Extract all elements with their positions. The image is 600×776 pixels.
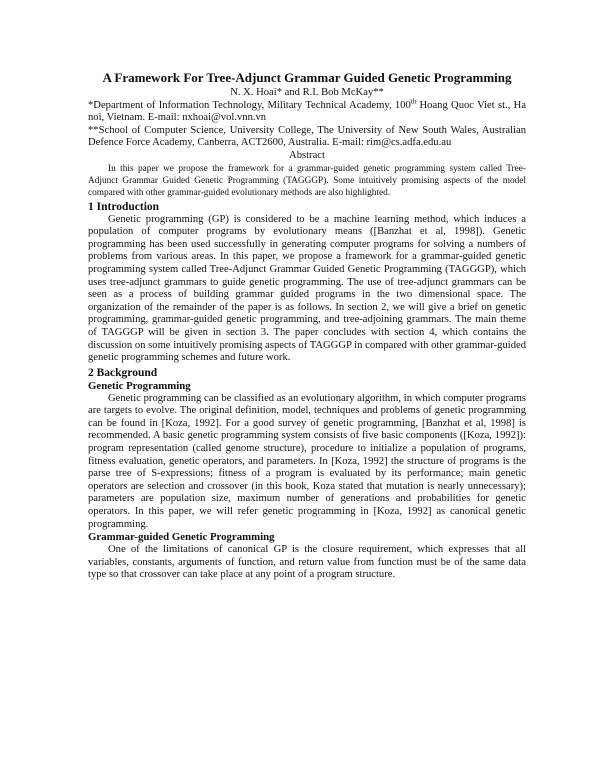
genetic-programming-paragraph: Genetic programming can be classified as an evolutionary algorithm, in which computer programs are targets to evolve. The original definition, model, techniques and problems of genetic programming can be found in [Koza, 1992]. For a good survey of genetic programming, [Banzhat et al, 1998] is recommended. A basic genetic programming system consists of five basic components ([Koza, 1992]): program representation (called genome structure), procedure to initialize a population of programs, fitness evaluation, genetic operators, and parameters. In [Koza, 1992] the structure of programs is the parse tree of S-expressions; fitness of a program is evaluated by its performance; main genetic operators are selection and crossover (in this book, Koza stated that mutation is nearly unnecessary); parameters are population size, maximum number of generations and probabilities for genetic operators. In this paper, we will refer genetic programming in [Koza, 1992] as canonical genetic programming. xyxy=(88,392,526,530)
abstract-heading: Abstract xyxy=(289,149,325,161)
introduction-paragraph: Genetic programming (GP) is considered to be a machine learning method, which induces a population of computer programs by evolutionary means ([Banzhat et al, 1998]). Genetic programming has been used successfully in generating computer programs for solving a numbers of problems from various areas. In this paper, we propose a framework for a grammar-guided genetic programming system called Tree-Adjunct Grammar Guided Genetic Programming (TAGGGP), which uses tree-adjunct grammars to guide genetic programming. The use of tree-adjunct grammars can be seen as a process of building grammar guided programs in the two dimensional space. The organization of the remainder of the paper is as follows. In section 2, we will give a brief on genetic programming, grammar-guided genetic programming, and tree-adjoining grammars. The main theme of TAGGGP will be given in section 3. The paper concludes with section 4, which contains the discussion on some intuitively promising aspects of TAGGGP in compared with other grammar-guided genetic programming schemes and future work. xyxy=(88,213,526,364)
affiliation-1-superscript: th xyxy=(410,97,417,106)
subsection-heading-grammar-guided-gp: Grammar-guided Genetic Programming xyxy=(88,531,275,544)
grammar-guided-gp-paragraph: One of the limitations of canonical GP is the closure requirement, which expresses that all variables, constants, arguments of function, and return value from function must be of the same data type so that crossover can take place at any point of a program structure. xyxy=(88,544,526,581)
affiliation-1-text-rest: Hoang Quoc Viet st., Ha noi, Vietnam. E-mail: nxhoai@vol.vnn.vn xyxy=(88,99,526,124)
section-heading-introduction: 1 Introduction xyxy=(88,200,160,213)
affiliation-2: **School of Computer Science, University College, The University of New South Wales, Australian Defence Force Academy, Canberra, ACT2600, Australia. E-mail: rim@cs.adfa.edu.au xyxy=(88,124,526,149)
affiliation-1 xyxy=(88,97,526,125)
section-heading-background: 2 Background xyxy=(88,366,158,379)
abstract-body: In this paper we propose the framework for a grammar-guided genetic programming system called Tree-Adjunct Grammar Guided Genetic Programming (TAGGGP). Some intuitively promising aspects of the model compared with other grammar-guided evolutionary methods are also highlighted. xyxy=(88,163,526,198)
subsection-heading-genetic-programming: Genetic Programming xyxy=(88,379,191,392)
paper-title: A Framework For Tree-Adjunct Grammar Guided Genetic Programming xyxy=(102,70,512,85)
affiliation-1-text: *Department of Information Technology, Military Technical Academy, 100 xyxy=(88,99,411,111)
paper-page xyxy=(88,70,526,582)
author-line: N. X. Hoai* and R.I. Bob McKay** xyxy=(230,87,384,98)
